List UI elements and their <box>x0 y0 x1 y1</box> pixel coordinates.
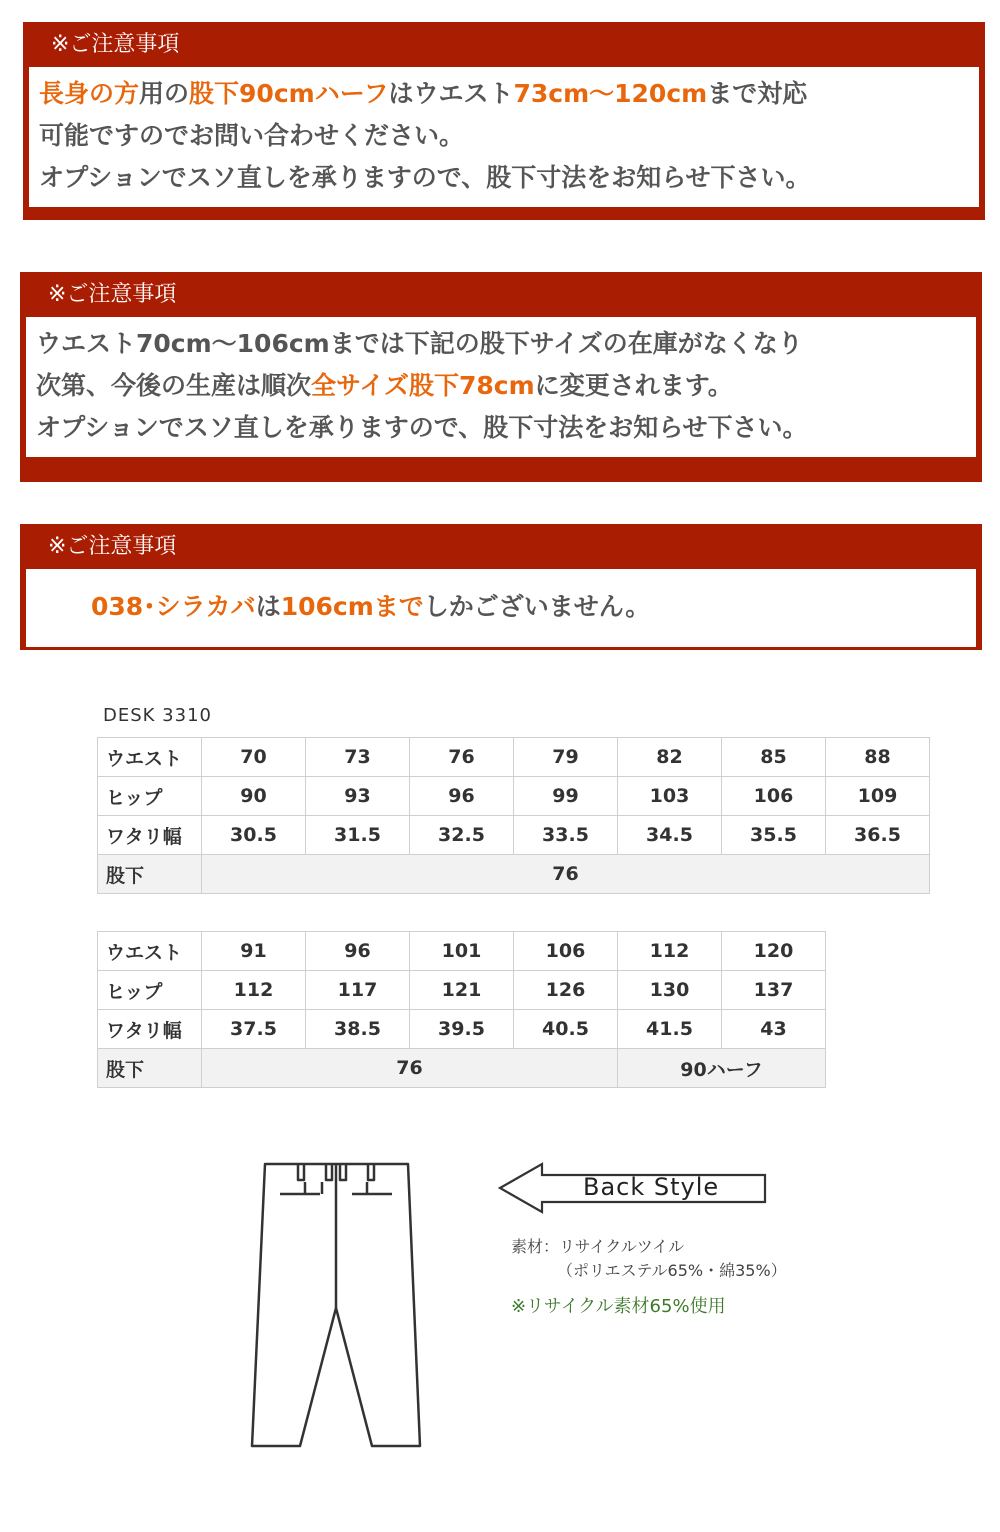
notice-box-1 <box>23 22 985 220</box>
row-label-inseam: 股下 <box>98 855 202 894</box>
notice-text: はウエスト <box>388 79 514 108</box>
pocket-tab <box>305 1182 322 1194</box>
notice-text: ウエスト70cm〜106cmまでは下記の股下サイズの在庫がなくなり <box>36 329 803 358</box>
highlight-text: 038･シラカバ <box>91 592 256 621</box>
notice-body <box>26 569 976 647</box>
notice-text: に変更されます。 <box>534 371 733 400</box>
row-label-thigh: ワタリ幅 <box>98 1010 202 1049</box>
thigh-cell: 38.5 <box>306 1010 410 1049</box>
waist-cell: 96 <box>306 932 410 971</box>
model-number: DESK 3310 <box>103 705 212 726</box>
thigh-cell: 31.5 <box>306 816 410 855</box>
notice-box-3 <box>20 524 982 650</box>
notice-line <box>39 73 969 115</box>
pants-back-illustration <box>250 1160 425 1450</box>
waist-cell: 112 <box>618 932 722 971</box>
notice-text: は <box>255 592 281 621</box>
notice-text: しかございません。 <box>423 592 651 621</box>
waist-cell: 120 <box>722 932 826 971</box>
back-style-label: Back Style <box>583 1173 720 1201</box>
notice-heading: ※ご注意事項 <box>48 282 177 307</box>
hip-row <box>98 777 930 816</box>
notice-text: オプションでスソ直しを承りますので、股下寸法をお知らせ下さい。 <box>39 163 811 192</box>
waist-cell: 82 <box>618 738 722 777</box>
thigh-cell: 40.5 <box>514 1010 618 1049</box>
notice-body <box>26 317 976 457</box>
belt-loop <box>298 1164 304 1180</box>
hip-cell: 106 <box>722 777 826 816</box>
row-label-hip: ヒップ <box>98 971 202 1010</box>
row-label-hip: ヒップ <box>98 777 202 816</box>
thigh-row <box>98 1010 826 1049</box>
notice-line <box>36 407 966 449</box>
belt-loop <box>326 1164 332 1180</box>
inseam-row <box>98 855 930 894</box>
notice-heading: ※ご注意事項 <box>48 534 177 559</box>
waist-cell: 88 <box>826 738 930 777</box>
hip-cell: 112 <box>202 971 306 1010</box>
notice-body <box>29 67 979 207</box>
belt-loop <box>368 1164 374 1180</box>
waist-cell: 85 <box>722 738 826 777</box>
hip-cell: 103 <box>618 777 722 816</box>
waist-row <box>98 932 826 971</box>
hip-cell: 117 <box>306 971 410 1010</box>
notice-line <box>39 115 969 157</box>
hip-row <box>98 971 826 1010</box>
material-line-2: （ポリエステル65%・綿35%） <box>557 1261 787 1280</box>
waist-cell: 101 <box>410 932 514 971</box>
waist-row <box>98 738 930 777</box>
waist-cell: 73 <box>306 738 410 777</box>
highlight-text: 73cm〜120cm <box>513 79 708 108</box>
hip-cell: 137 <box>722 971 826 1010</box>
highlight-text: 106cmまで <box>280 592 424 621</box>
inseam-cell: 76 <box>202 1049 618 1088</box>
row-label-inseam: 股下 <box>98 1049 202 1088</box>
thigh-cell: 33.5 <box>514 816 618 855</box>
notice-line <box>91 575 966 639</box>
notice-text: 次第、今後の生産は順次 <box>36 371 312 400</box>
waist-cell: 70 <box>202 738 306 777</box>
notice-heading: ※ご注意事項 <box>51 32 180 57</box>
row-label-waist: ウエスト <box>98 932 202 971</box>
material-line-1: 素材：リサイクルツイル <box>511 1237 684 1256</box>
notice-text: まで対応 <box>707 79 808 108</box>
hip-cell: 130 <box>618 971 722 1010</box>
hip-cell: 126 <box>514 971 618 1010</box>
waist-cell: 91 <box>202 932 306 971</box>
notice-line <box>36 365 966 407</box>
hip-cell: 121 <box>410 971 514 1010</box>
waist-cell: 79 <box>514 738 618 777</box>
notice-line <box>36 323 966 365</box>
eco-note: ※リサイクル素材65%使用 <box>511 1296 726 1317</box>
size-table-1 <box>97 737 930 894</box>
thigh-cell: 30.5 <box>202 816 306 855</box>
thigh-cell: 35.5 <box>722 816 826 855</box>
row-label-waist: ウエスト <box>98 738 202 777</box>
thigh-cell: 41.5 <box>618 1010 722 1049</box>
thigh-cell: 36.5 <box>826 816 930 855</box>
inseam-cell-half: 90ハーフ <box>618 1049 826 1088</box>
highlight-text: 長身の方 <box>39 79 140 108</box>
belt-loop <box>340 1164 346 1180</box>
waist-cell: 106 <box>514 932 618 971</box>
notice-text: オプションでスソ直しを承りますので、股下寸法をお知らせ下さい。 <box>36 413 808 442</box>
thigh-cell: 37.5 <box>202 1010 306 1049</box>
waist-cell: 76 <box>410 738 514 777</box>
row-label-thigh: ワタリ幅 <box>98 816 202 855</box>
thigh-cell: 39.5 <box>410 1010 514 1049</box>
highlight-text: 全サイズ股下78cm <box>311 371 535 400</box>
hip-cell: 90 <box>202 777 306 816</box>
notice-line <box>39 157 969 199</box>
notice-text: 可能ですのでお問い合わせください。 <box>39 121 465 150</box>
inseam-row <box>98 1049 826 1088</box>
thigh-cell: 34.5 <box>618 816 722 855</box>
inseam-cell: 76 <box>202 855 930 894</box>
hip-cell: 109 <box>826 777 930 816</box>
thigh-row <box>98 816 930 855</box>
notice-box-2 <box>20 272 982 482</box>
highlight-text: 股下90cmハーフ <box>189 79 389 108</box>
hip-cell: 93 <box>306 777 410 816</box>
hip-cell: 99 <box>514 777 618 816</box>
thigh-cell: 43 <box>722 1010 826 1049</box>
notice-text: 用の <box>139 79 190 108</box>
size-table-2 <box>97 931 826 1088</box>
thigh-cell: 32.5 <box>410 816 514 855</box>
hip-cell: 96 <box>410 777 514 816</box>
